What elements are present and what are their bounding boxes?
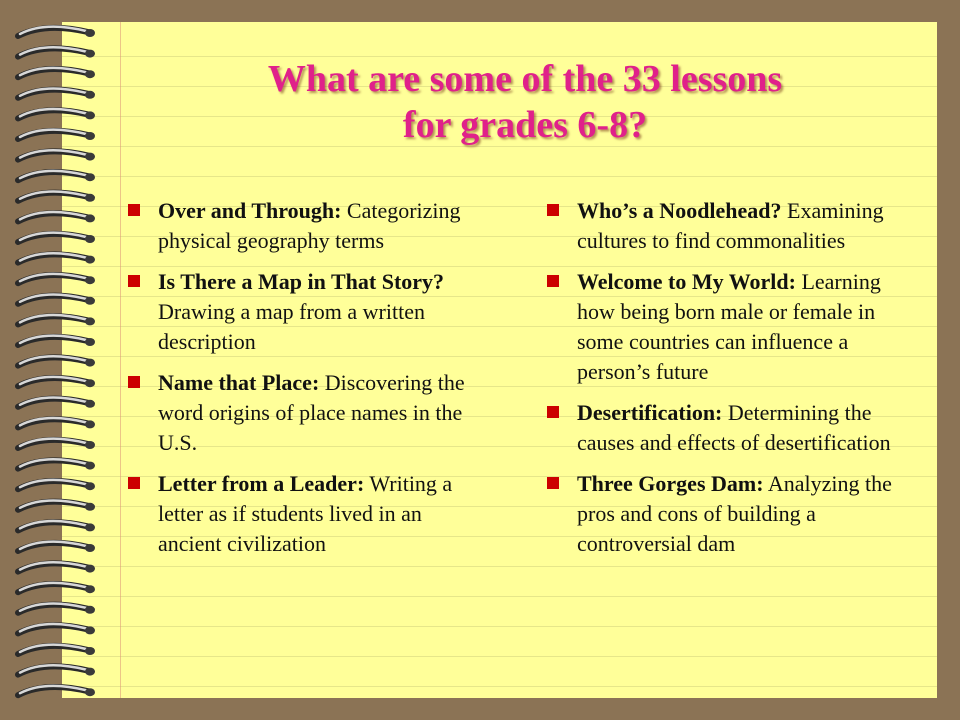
binding-ring (18, 603, 95, 613)
binding-ring (18, 459, 95, 469)
binding-ring (18, 439, 95, 449)
square-bullet-icon (128, 204, 140, 216)
binding-ring (18, 665, 95, 675)
binding-ring (18, 171, 95, 181)
lesson-description: Examining cultures to find commonalities (577, 198, 884, 253)
binding-ring (18, 624, 95, 634)
binding-ring (18, 315, 95, 325)
binding-ring (18, 542, 95, 552)
binding-ring (18, 500, 95, 510)
binding-ring (18, 418, 95, 428)
binding-ring (18, 294, 95, 304)
lesson-name: Desertification: (577, 400, 723, 425)
lesson-name: Is There a Map in That Story? (158, 269, 445, 294)
lesson-description: Writing a letter as if students lived in an ancient civilization (158, 471, 453, 556)
binding-ring (18, 336, 95, 346)
square-bullet-icon (547, 477, 559, 489)
lesson-description: Categorizing physical geography terms (158, 198, 461, 253)
binding-ring (18, 47, 95, 57)
lesson-description: Drawing a map from a written description (158, 299, 425, 354)
binding-ring (18, 88, 95, 98)
lesson-item (545, 398, 905, 458)
square-bullet-icon (128, 477, 140, 489)
lesson-name: Letter from a Leader: (158, 471, 365, 496)
square-bullet-icon (547, 204, 559, 216)
binding-ring (18, 27, 95, 37)
binding-ring (18, 150, 95, 160)
margin-line (120, 22, 121, 698)
binding-ring (18, 397, 95, 407)
title-line-1: What are some of the 33 lessons (267, 58, 783, 100)
binding-ring (18, 480, 95, 490)
binding-ring (18, 521, 95, 531)
lesson-name: Name that Place: (158, 370, 320, 395)
binding-ring (18, 68, 95, 78)
binding-ring (18, 377, 95, 387)
binding-ring (18, 562, 95, 572)
binding-ring (18, 191, 95, 201)
binding-ring (18, 356, 95, 366)
square-bullet-icon (547, 275, 559, 287)
title-line-2: for grades 6-8? (402, 104, 648, 146)
spiral-binding (0, 0, 120, 720)
square-bullet-icon (128, 376, 140, 388)
binding-ring (18, 686, 95, 696)
binding-ring (18, 645, 95, 655)
binding-ring (18, 274, 95, 284)
lesson-description: Analyzing the pros and cons of building a controversial dam (577, 471, 892, 556)
lesson-description: Learning how being born male or female in some countries can influence a person’s future (577, 269, 881, 384)
binding-ring (18, 109, 95, 119)
lesson-name: Welcome to My World: (577, 269, 796, 294)
binding-ring (18, 212, 95, 222)
binding-ring (18, 253, 95, 263)
square-bullet-icon (547, 406, 559, 418)
lesson-item (126, 469, 486, 559)
lesson-name: Over and Through: (158, 198, 342, 223)
right-lesson-list (545, 196, 905, 570)
square-bullet-icon (128, 275, 140, 287)
lesson-name: Three Gorges Dam: (577, 471, 764, 496)
lesson-description: Determining the causes and effects of desertification (577, 400, 891, 455)
lesson-name: Who’s a Noodlehead? (577, 198, 782, 223)
left-lesson-list (126, 196, 486, 570)
lesson-item (545, 469, 905, 559)
lesson-description: Discovering the word origins of place names in the U.S. (158, 370, 465, 455)
slide-title (150, 56, 900, 148)
binding-ring (18, 130, 95, 140)
binding-ring (18, 233, 95, 243)
lesson-item (126, 368, 486, 458)
lesson-item (545, 267, 905, 387)
lesson-item (545, 196, 905, 256)
lesson-item (126, 267, 486, 357)
lesson-item (126, 196, 486, 256)
binding-ring (18, 583, 95, 593)
